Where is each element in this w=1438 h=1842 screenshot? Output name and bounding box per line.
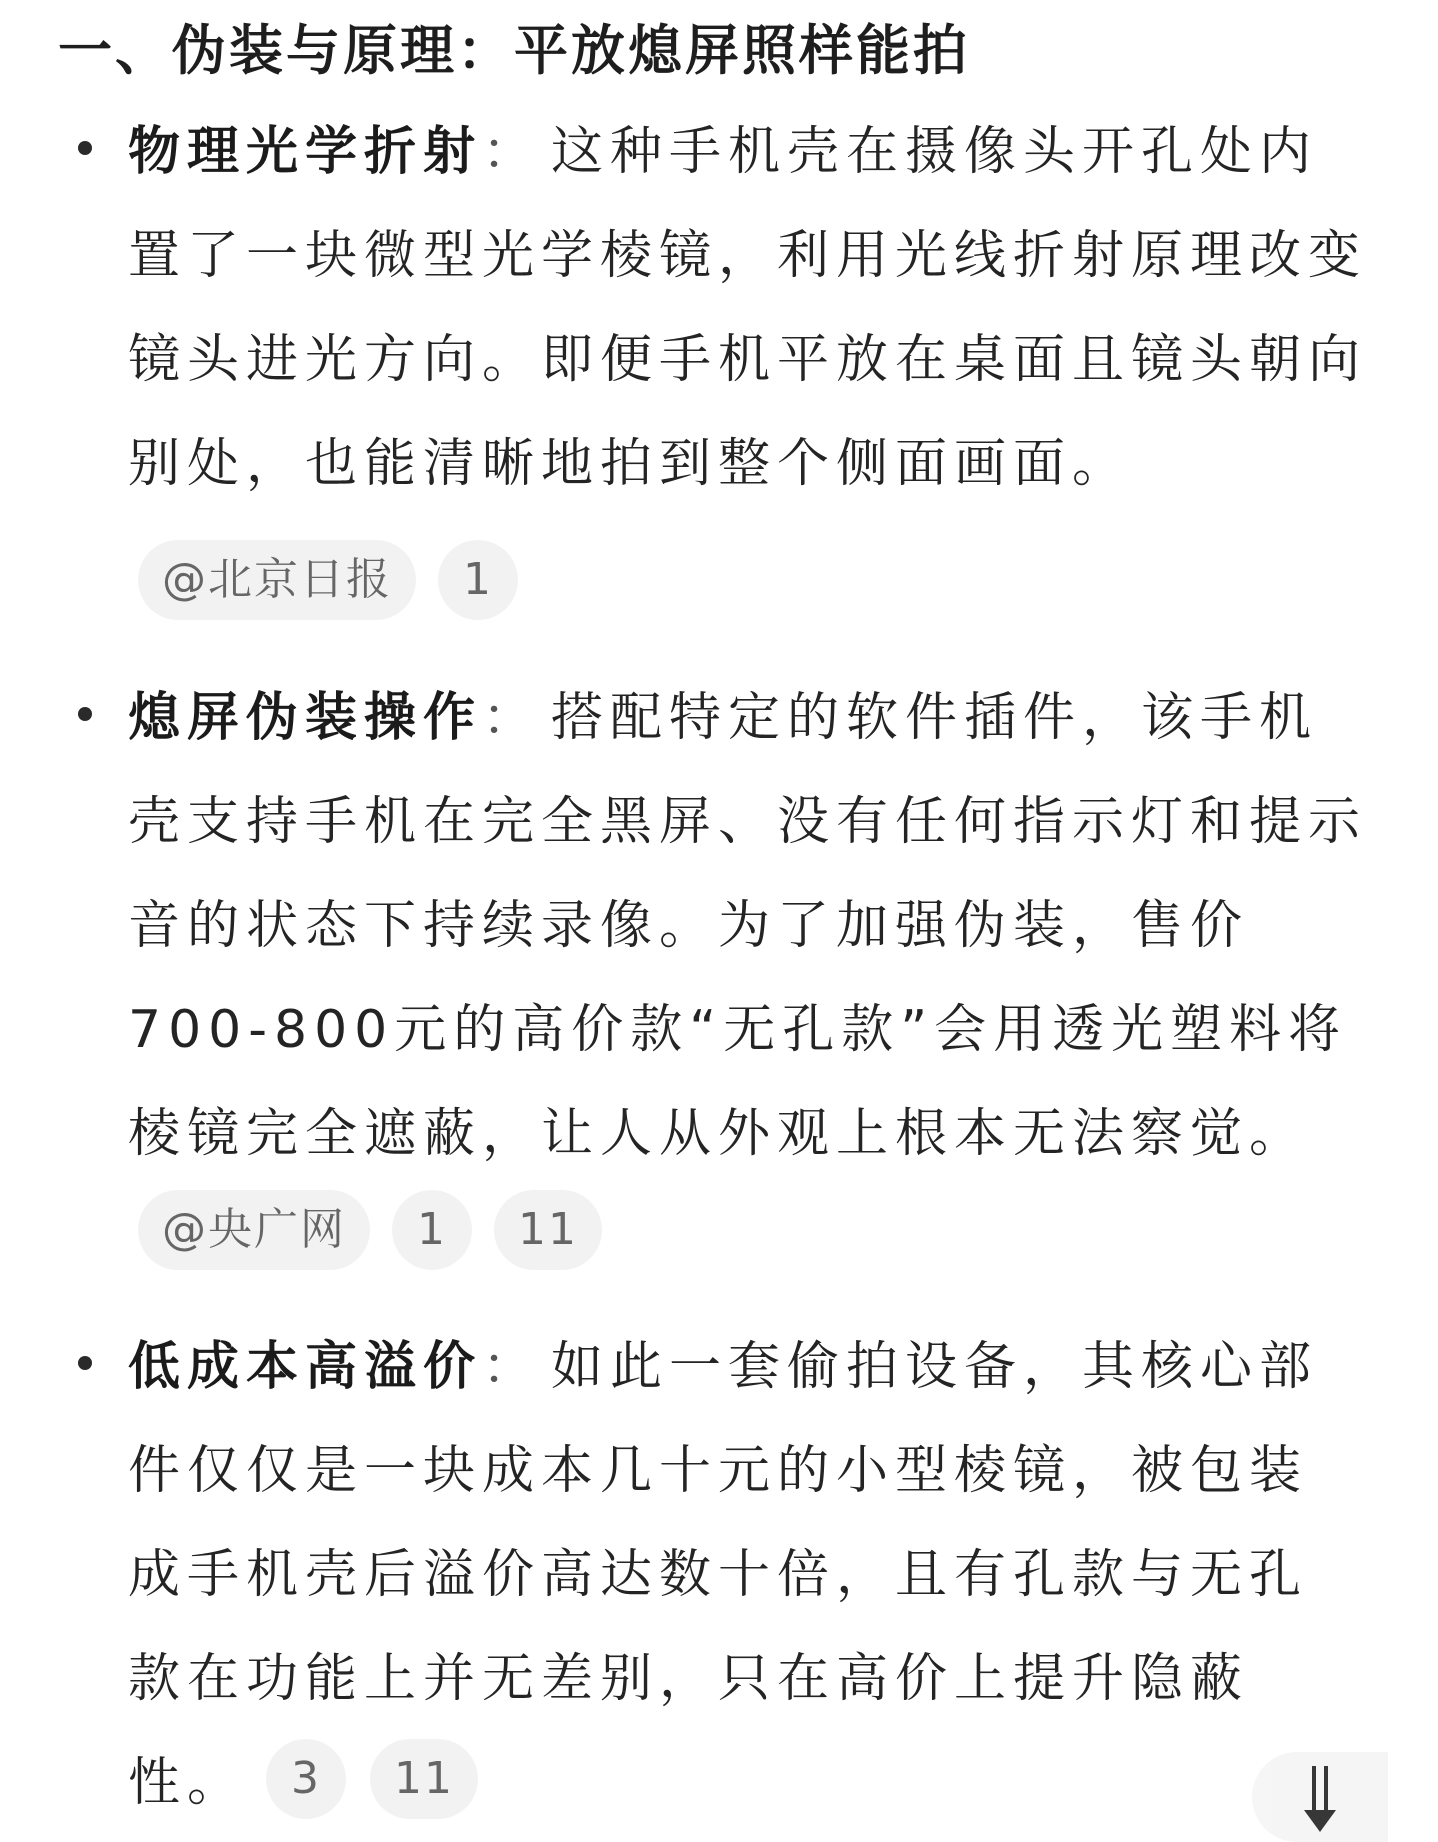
bullet-body: 如此一套偷拍设备，其核心部件仅仅是一块成本几十元的小型棱镜，被包装成手机壳后溢价高达数十倍，且有孔款与无孔款在功能上并无差别，只在高价上提升隐蔽性。: [128, 1337, 1319, 1813]
bullet-colon: ：: [482, 688, 542, 748]
bullet-body: 搭配特定的软件插件，该手机壳支持手机在完全黑屏、没有任何指示灯和提示音的状态下持续录像。为了加强伪装，售价700-800元的高价款“无孔款”会用透光塑料将棱镜完全遮蔽，让人从外观上根本无法察觉。: [128, 688, 1368, 1164]
bullet-term: 物理光学折射: [128, 122, 483, 182]
bullet-colon: ：: [482, 1337, 542, 1397]
bullet-body: 这种手机壳在摄像头开孔处内置了一块微型光学棱镜，利用光线折射原理改变镜头进光方向。即便手机平放在桌面且镜头朝向别处，也能清晰地拍到整个侧面画面。: [128, 122, 1368, 494]
bullet-dot: [78, 1356, 92, 1370]
source-tag[interactable]: @央广网: [138, 1190, 370, 1270]
citation-number[interactable]: 11: [494, 1190, 602, 1270]
source-tag[interactable]: @北京日报: [138, 540, 416, 620]
source-refs: [138, 1190, 602, 1270]
citation-number[interactable]: 3: [266, 1739, 346, 1819]
bullet-colon: ：: [482, 122, 542, 182]
citation-number[interactable]: 1: [438, 540, 518, 620]
citation-number[interactable]: 1: [392, 1190, 472, 1270]
scroll-down-arrow-icon: [1300, 1760, 1340, 1834]
citation-number[interactable]: 11: [370, 1739, 478, 1819]
source-refs: [138, 540, 518, 620]
bullet-dot: [78, 141, 92, 155]
bullet-term: 低成本高溢价: [128, 1337, 483, 1397]
source-refs: [266, 1738, 478, 1820]
bullet-term: 熄屏伪装操作: [128, 688, 483, 748]
bullet-text: [128, 100, 1368, 516]
section-title: 一、伪装与原理：平放熄屏照样能拍: [58, 19, 970, 82]
bullet-dot: [78, 707, 92, 721]
bullet-text: [128, 666, 1368, 1186]
